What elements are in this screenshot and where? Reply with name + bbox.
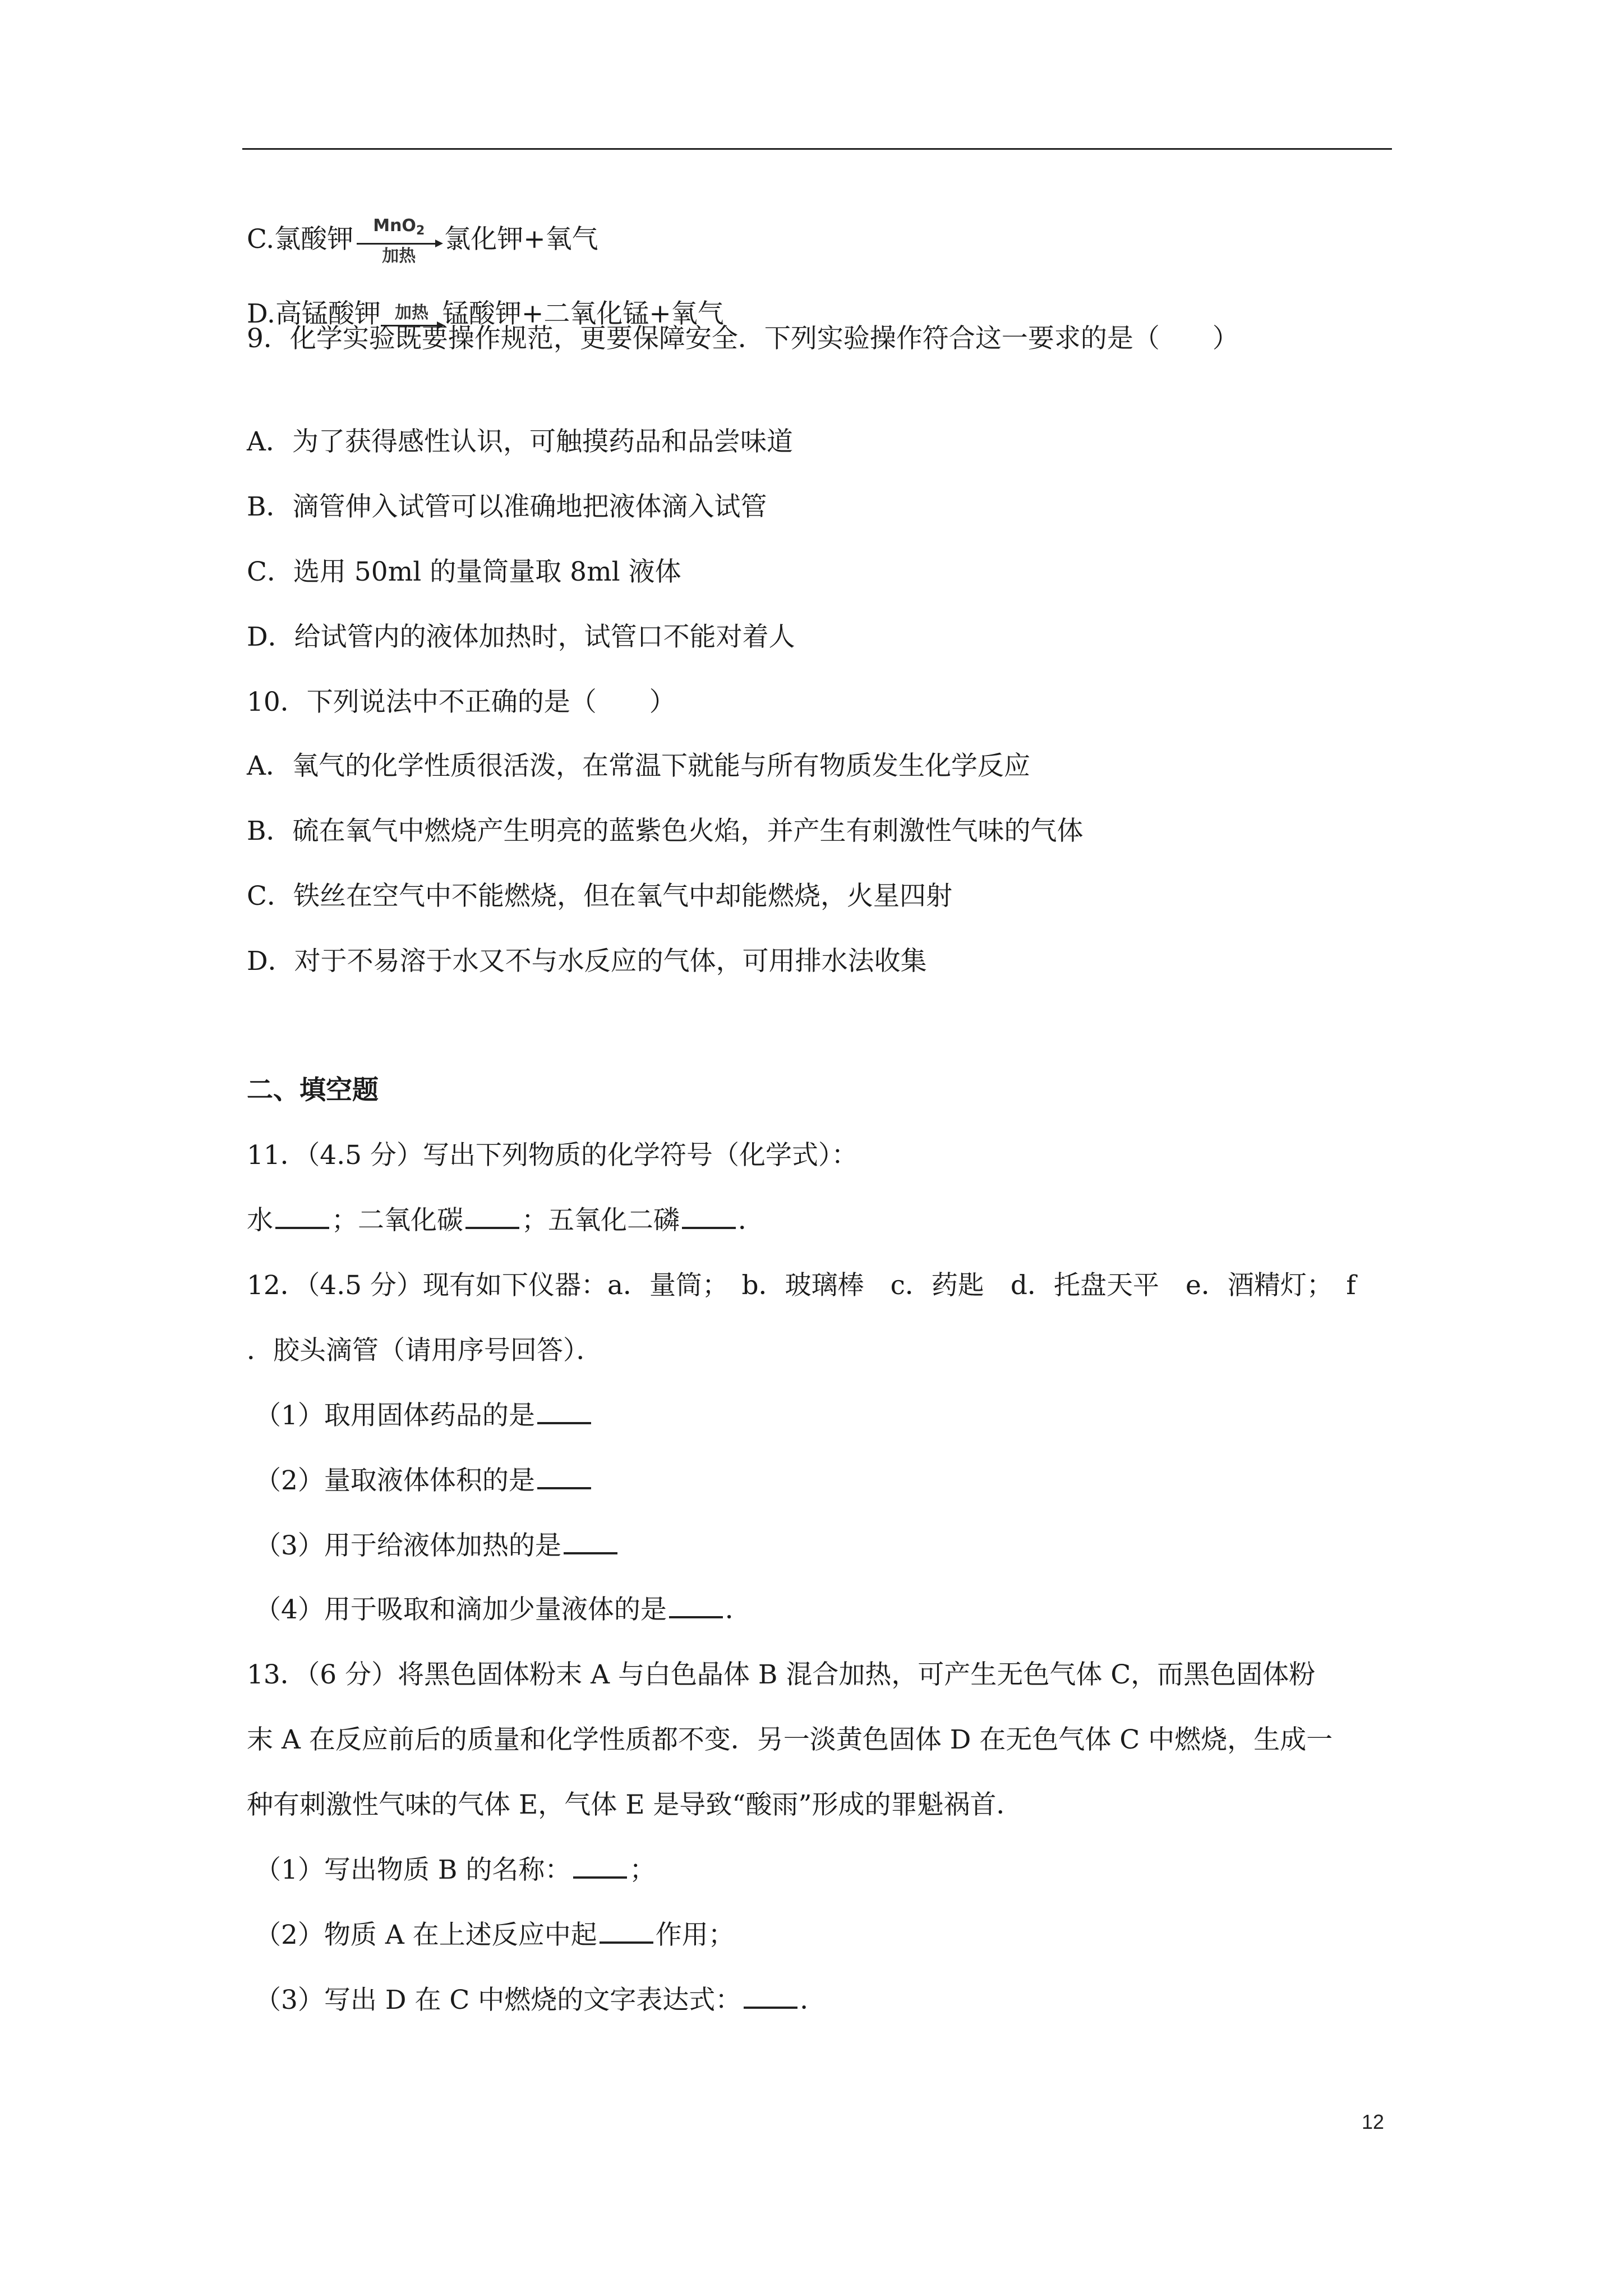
answer-blank[interactable] [537,1400,591,1424]
q10-option-b: B．硫在氧气中燃烧产生明亮的蓝紫色火焰，并产生有刺激性气味的气体 [247,816,1083,846]
q8-option-d-reactant: 高锰酸钾 [275,298,381,329]
q10-option-a: A．氧气的化学性质很活泼，在常温下就能与所有物质发生化学反应 [247,751,1030,781]
q9-option-a: A．为了获得感性认识，可触摸药品和品尝味道 [247,426,793,457]
heating-label: 加热 [382,246,416,266]
q13-sub3: （3）写出 D 在 C 中燃烧的文字表达式： ． [255,1985,827,2016]
answer-blank[interactable] [275,1204,329,1229]
q8-option-d-product: 锰酸钾+二氧化锰+氧气 [442,298,724,329]
q12-sub1: （1）取用固体药品的是 [255,1399,593,1433]
q13-line2: 末 A 在反应前后的质量和化学性质都不变．另一淡黄色固体 D 在无色气体 C 中燃烧，生成一 [247,1724,1333,1755]
q9-stem: 9．化学实验既要操作规范，更要保障安全．下列实验操作符合这一要求的是（ ） [247,323,1239,354]
q11-stem: 11．（4.5 分）写出下列物质的化学符号（化学式）： [247,1140,858,1171]
q12-sub3: （3）用于给液体加热的是 [255,1529,620,1563]
q13-sub1: （1）写出物质 B 的名称： ； [255,1855,656,1885]
answer-blank[interactable] [669,1594,723,1618]
heating-label: 加热 [394,302,428,323]
q9-option-c: C．选用 50ml 的量筒量取 8ml 液体 [247,556,681,587]
section-title: 二、填空题 [247,1075,379,1106]
answer-blank[interactable] [744,1984,797,2009]
q13-line3: 种有刺激性气味的气体 E，气体 E 是导致“酸雨”形成的罪魁祸首． [247,1789,1023,1820]
q10-option-d: D．对于不易溶于水又不与水反应的气体，可用排水法收集 [247,946,927,977]
q12-stem: 12．（4.5 分）现有如下仪器：a．量筒； b．玻璃棒 c．药匙 d．托盘天平 e．酒精灯； f [247,1270,1356,1301]
q13-sub2: （2）物质 A 在上述反应中起 作用； [255,1920,735,1950]
q8-option-c [247,217,598,266]
answer-blank[interactable] [600,1919,653,1944]
answer-blank[interactable] [682,1204,736,1229]
answer-blank[interactable] [573,1854,627,1879]
reaction-condition-arrow [357,217,441,266]
q8-option-c-reactant: 氯酸钾 [274,224,354,255]
q9-option-b: B．滴管伸入试管可以准确地把液体滴入试管 [247,491,767,522]
answer-blank[interactable] [537,1465,591,1489]
q8-option-c-product: 氯化钾+氧气 [444,224,598,255]
answer-blank[interactable] [465,1204,519,1229]
q12-sub4: （4）用于吸取和滴加少量液体的是 ． [255,1594,751,1625]
q8-option-c-label: C. [247,224,275,255]
q11-answers: 水 ；二氧化碳 ；五氧化二磷 ． [247,1205,764,1236]
q12-sub2: （2）量取液体体积的是 [255,1464,593,1498]
header-rule [242,148,1392,150]
q12-stem-continued: ．胶头滴管（请用序号回答）． [247,1335,603,1366]
q9-option-d: D．给试管内的液体加热时，试管口不能对着人 [247,622,795,652]
catalyst-label: MnO$_2$ [373,216,425,238]
answer-blank[interactable] [564,1530,617,1554]
q13-line1: 13．（6 分）将黑色固体粉末 A 与白色晶体 B 混合加热，可产生无色气体 C，而黑色固体粉 [247,1659,1316,1690]
q10-stem: 10．下列说法中不正确的是（ ） [247,687,676,717]
q10-option-c: C．铁丝在空气中不能燃烧，但在氧气中却能燃烧，火星四射 [247,881,952,912]
q8-option-d-label: D. [247,298,275,329]
arrow-icon [357,243,441,245]
page-number: 12 [1362,2110,1385,2133]
